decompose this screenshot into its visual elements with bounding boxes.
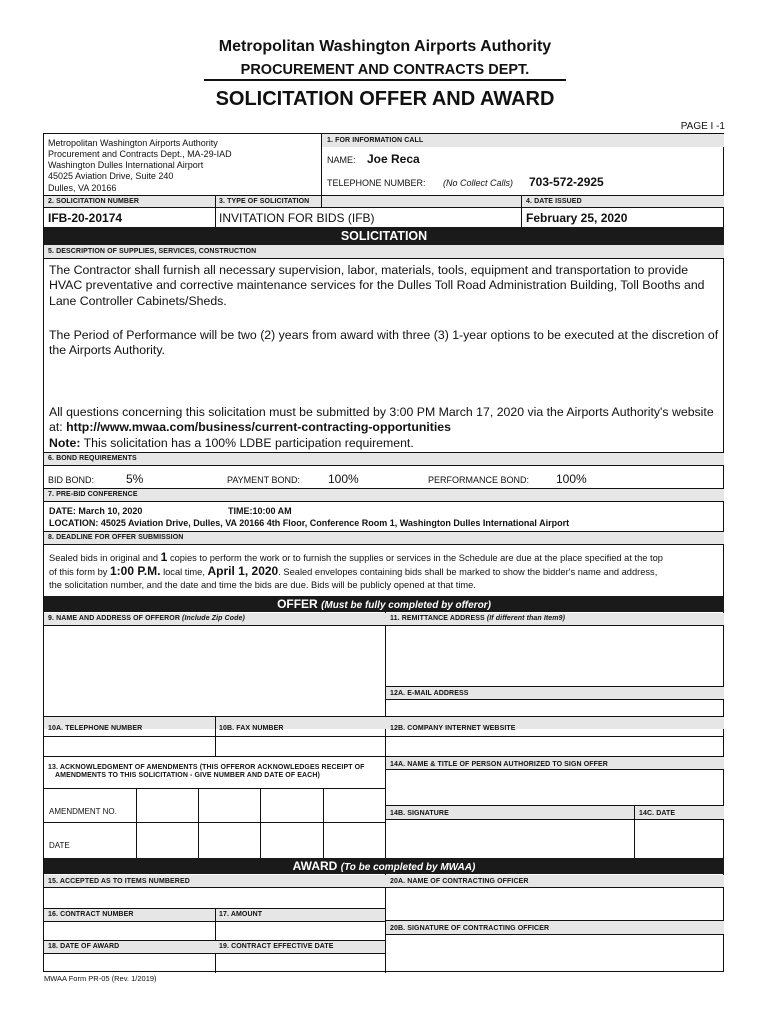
field-20b-label: 20B. SIGNATURE OF CONTRACTING OFFICER [390, 925, 550, 932]
prebid-label: 7. PRE-BID CONFERENCE [48, 491, 138, 498]
award-note: (To be completed by MWAA) [340, 862, 476, 873]
note-label: Note: [49, 436, 81, 450]
field-11-text: 11. REMITTANCE ADDRESS [390, 615, 485, 622]
phone-label: TELEPHONE NUMBER: [327, 178, 426, 188]
telephone-field[interactable] [44, 737, 215, 756]
fax-field[interactable] [216, 737, 385, 756]
contact-name: Joe Reca [367, 152, 420, 166]
field-14b-label: 14B. SIGNATURE [390, 810, 449, 817]
description-paragraph-3 [49, 405, 719, 436]
field-10b-label: 10B. FAX NUMBER [219, 725, 284, 732]
performance-bond-label: PERFORMANCE BOND: [428, 475, 530, 485]
issuer-line-5: Dulles, VA 20166 [48, 183, 117, 193]
deadline-line-2 [49, 565, 724, 580]
field-13-label-line-2: AMENDMENTS TO THIS SOLICITATION - GIVE NUMBER AND DATE OF EACH) [55, 772, 320, 779]
solicitation-number: IFB-20-20174 [48, 211, 123, 225]
field-11-note: (If different than Item9) [486, 615, 566, 622]
copies-count: 1 [160, 550, 168, 564]
solicitation-form [43, 133, 724, 972]
prebid-date: DATE: March 10, 2020 [49, 506, 143, 516]
ldbe-note [49, 436, 719, 451]
description-paragraph-1: The Contractor shall furnish all necessary supervision, labor, materials, tools, equipment and transportation to provide HVAC preventative and corrective maintenance services for the Dulles Toll Road Administration Building, Toll Booths and Lane Controller Cabinets/Sheds. [49, 263, 705, 308]
amendment-no-cell[interactable] [137, 789, 198, 822]
prebid-time: TIME:10:00 AM [228, 506, 292, 516]
payment-bond-label: PAYMENT BOND: [227, 475, 301, 485]
offer-note: (Must be fully completed by offeror) [321, 600, 491, 611]
deadline-line-3: the solicitation number, and the date and time the bids are due. Bids will be publicly opened at that time. [49, 580, 476, 590]
signature-field[interactable] [386, 820, 634, 858]
field-16-label: 16. CONTRACT NUMBER [48, 911, 134, 918]
deadline-date: April 1, 2020 [207, 564, 279, 578]
amendment-date-cell[interactable] [137, 823, 198, 858]
offer-banner [44, 596, 724, 612]
issuer-line-4: 45025 Aviation Drive, Suite 240 [48, 171, 174, 181]
issuer-line-2: Procurement and Contracts Dept., MA-29-IAD [48, 149, 232, 159]
note-text: This solicitation has a 100% LDBE participation requirement. [83, 436, 414, 450]
field-12a-label: 12A. E-MAIL ADDRESS [390, 690, 469, 697]
contact-phone: 703-572-2925 [529, 175, 604, 189]
field-13-label-line-1: 13. ACKNOWLEDGMENT OF AMENDMENTS (THIS OFFEROR ACKNOWLEDGES RECEIPT OF [48, 764, 365, 771]
award-title: AWARD [292, 859, 338, 873]
deadline-text-d: local time, [163, 567, 205, 577]
date-issued: February 25, 2020 [526, 211, 628, 225]
issuer-line-1: Metropolitan Washington Airports Authority [48, 138, 218, 148]
field-9-text: 9. NAME AND ADDRESS OF OFFEROR [48, 615, 180, 622]
field-15-label: 15. ACCEPTED AS TO ITEMS NUMBERED [48, 878, 190, 885]
prebid-location: LOCATION: 45025 Aviation Drive, Dulles, VA 20166 4th Floor, Conference Room 1, Washington Dulles International Airport [49, 518, 570, 528]
form-footer: MWAA Form PR-05 (Rev. 1/2019) [44, 974, 157, 983]
solicitation-type-label: 3. TYPE OF SOLICITATION [219, 198, 310, 205]
solicitation-banner: SOLICITATION [44, 227, 724, 245]
page-number: PAGE I -1 [680, 121, 725, 132]
offer-title: OFFER [277, 597, 318, 611]
website-link[interactable]: http://www.mwaa.com/business/current-contracting-opportunities [66, 420, 451, 435]
description-label: 5. DESCRIPTION OF SUPPLIES, SERVICES, CONSTRUCTION [48, 248, 257, 255]
deadline-time: 1:00 P.M. [109, 564, 161, 578]
authorized-name-field[interactable] [386, 770, 724, 805]
deadline-text-c: of this form by [49, 567, 108, 577]
name-label: NAME: [327, 155, 356, 165]
signature-date-field[interactable] [635, 820, 724, 858]
field-9-label [48, 615, 245, 622]
deadline-label: 8. DEADLINE FOR OFFER SUBMISSION [48, 534, 184, 541]
field-17-label: 17. AMOUNT [219, 911, 263, 918]
issuer-line-3: Washington Dulles International Airport [48, 160, 204, 170]
deadline-text-e: . Sealed envelopes containing bids shall be marked to show the bidder's name and address, [278, 567, 658, 577]
offeror-address-field[interactable] [44, 626, 385, 716]
dept-title: PROCUREMENT AND CONTRACTS DEPT. [204, 62, 566, 81]
date-issued-label: 4. DATE ISSUED [526, 198, 582, 205]
field-9-note: (Include Zip Code) [182, 615, 245, 622]
award-banner [44, 858, 724, 874]
amendment-date-label: DATE [49, 841, 70, 850]
field-10a-label: 10A. TELEPHONE NUMBER [48, 725, 143, 732]
performance-bond-value: 100% [556, 472, 587, 486]
info-call-label: 1. FOR INFORMATION CALL [327, 137, 424, 144]
bid-bond-value: 5% [126, 472, 144, 486]
phone-note: (No Collect Calls) [443, 178, 514, 188]
questions-text: All questions concerning this solicitation must be submitted by 3:00 PM March 17, 2020 via the Airports Authority's website at: [49, 405, 714, 435]
solicitation-number-label: 2. SOLICITATION NUMBER [48, 198, 139, 205]
field-20a-label: 20A. NAME OF CONTRACTING OFFICER [390, 878, 529, 885]
field-19-label: 19. CONTRACT EFFECTIVE DATE [219, 943, 334, 950]
website-field[interactable] [386, 737, 724, 756]
org-title: Metropolitan Washington Airports Authority [218, 38, 552, 55]
solicitation-type: INVITATION FOR BIDS (IFB) [219, 211, 375, 225]
amendment-no-label: AMENDMENT NO. [49, 807, 117, 816]
field-11-label [390, 615, 565, 622]
bond-label: 6. BOND REQUIREMENTS [48, 455, 137, 462]
email-field[interactable] [386, 700, 724, 716]
bid-bond-label: BID BOND: [48, 475, 95, 485]
payment-bond-value: 100% [328, 472, 359, 486]
field-14a-label: 14A. NAME & TITLE OF PERSON AUTHORIZED TO SIGN OFFER [390, 761, 608, 768]
deadline-text-b: copies to perform the work or to furnish the supplies or services in the Schedule are due at the place specified at the top [169, 553, 663, 563]
field-18-label: 18. DATE OF AWARD [48, 943, 120, 950]
remittance-address-field[interactable] [386, 626, 724, 686]
deadline-text-a: Sealed bids in original and [49, 553, 159, 563]
description-paragraph-2: The Period of Performance will be two (2) years from award with three (3) 1-year options to be executed at the discretion of the Airports Authority. [49, 328, 719, 358]
field-12b-label: 12B. COMPANY INTERNET WEBSITE [390, 725, 516, 732]
page-title: SOLICITATION OFFER AND AWARD [215, 88, 555, 110]
field-14c-label: 14C. DATE [639, 810, 676, 817]
